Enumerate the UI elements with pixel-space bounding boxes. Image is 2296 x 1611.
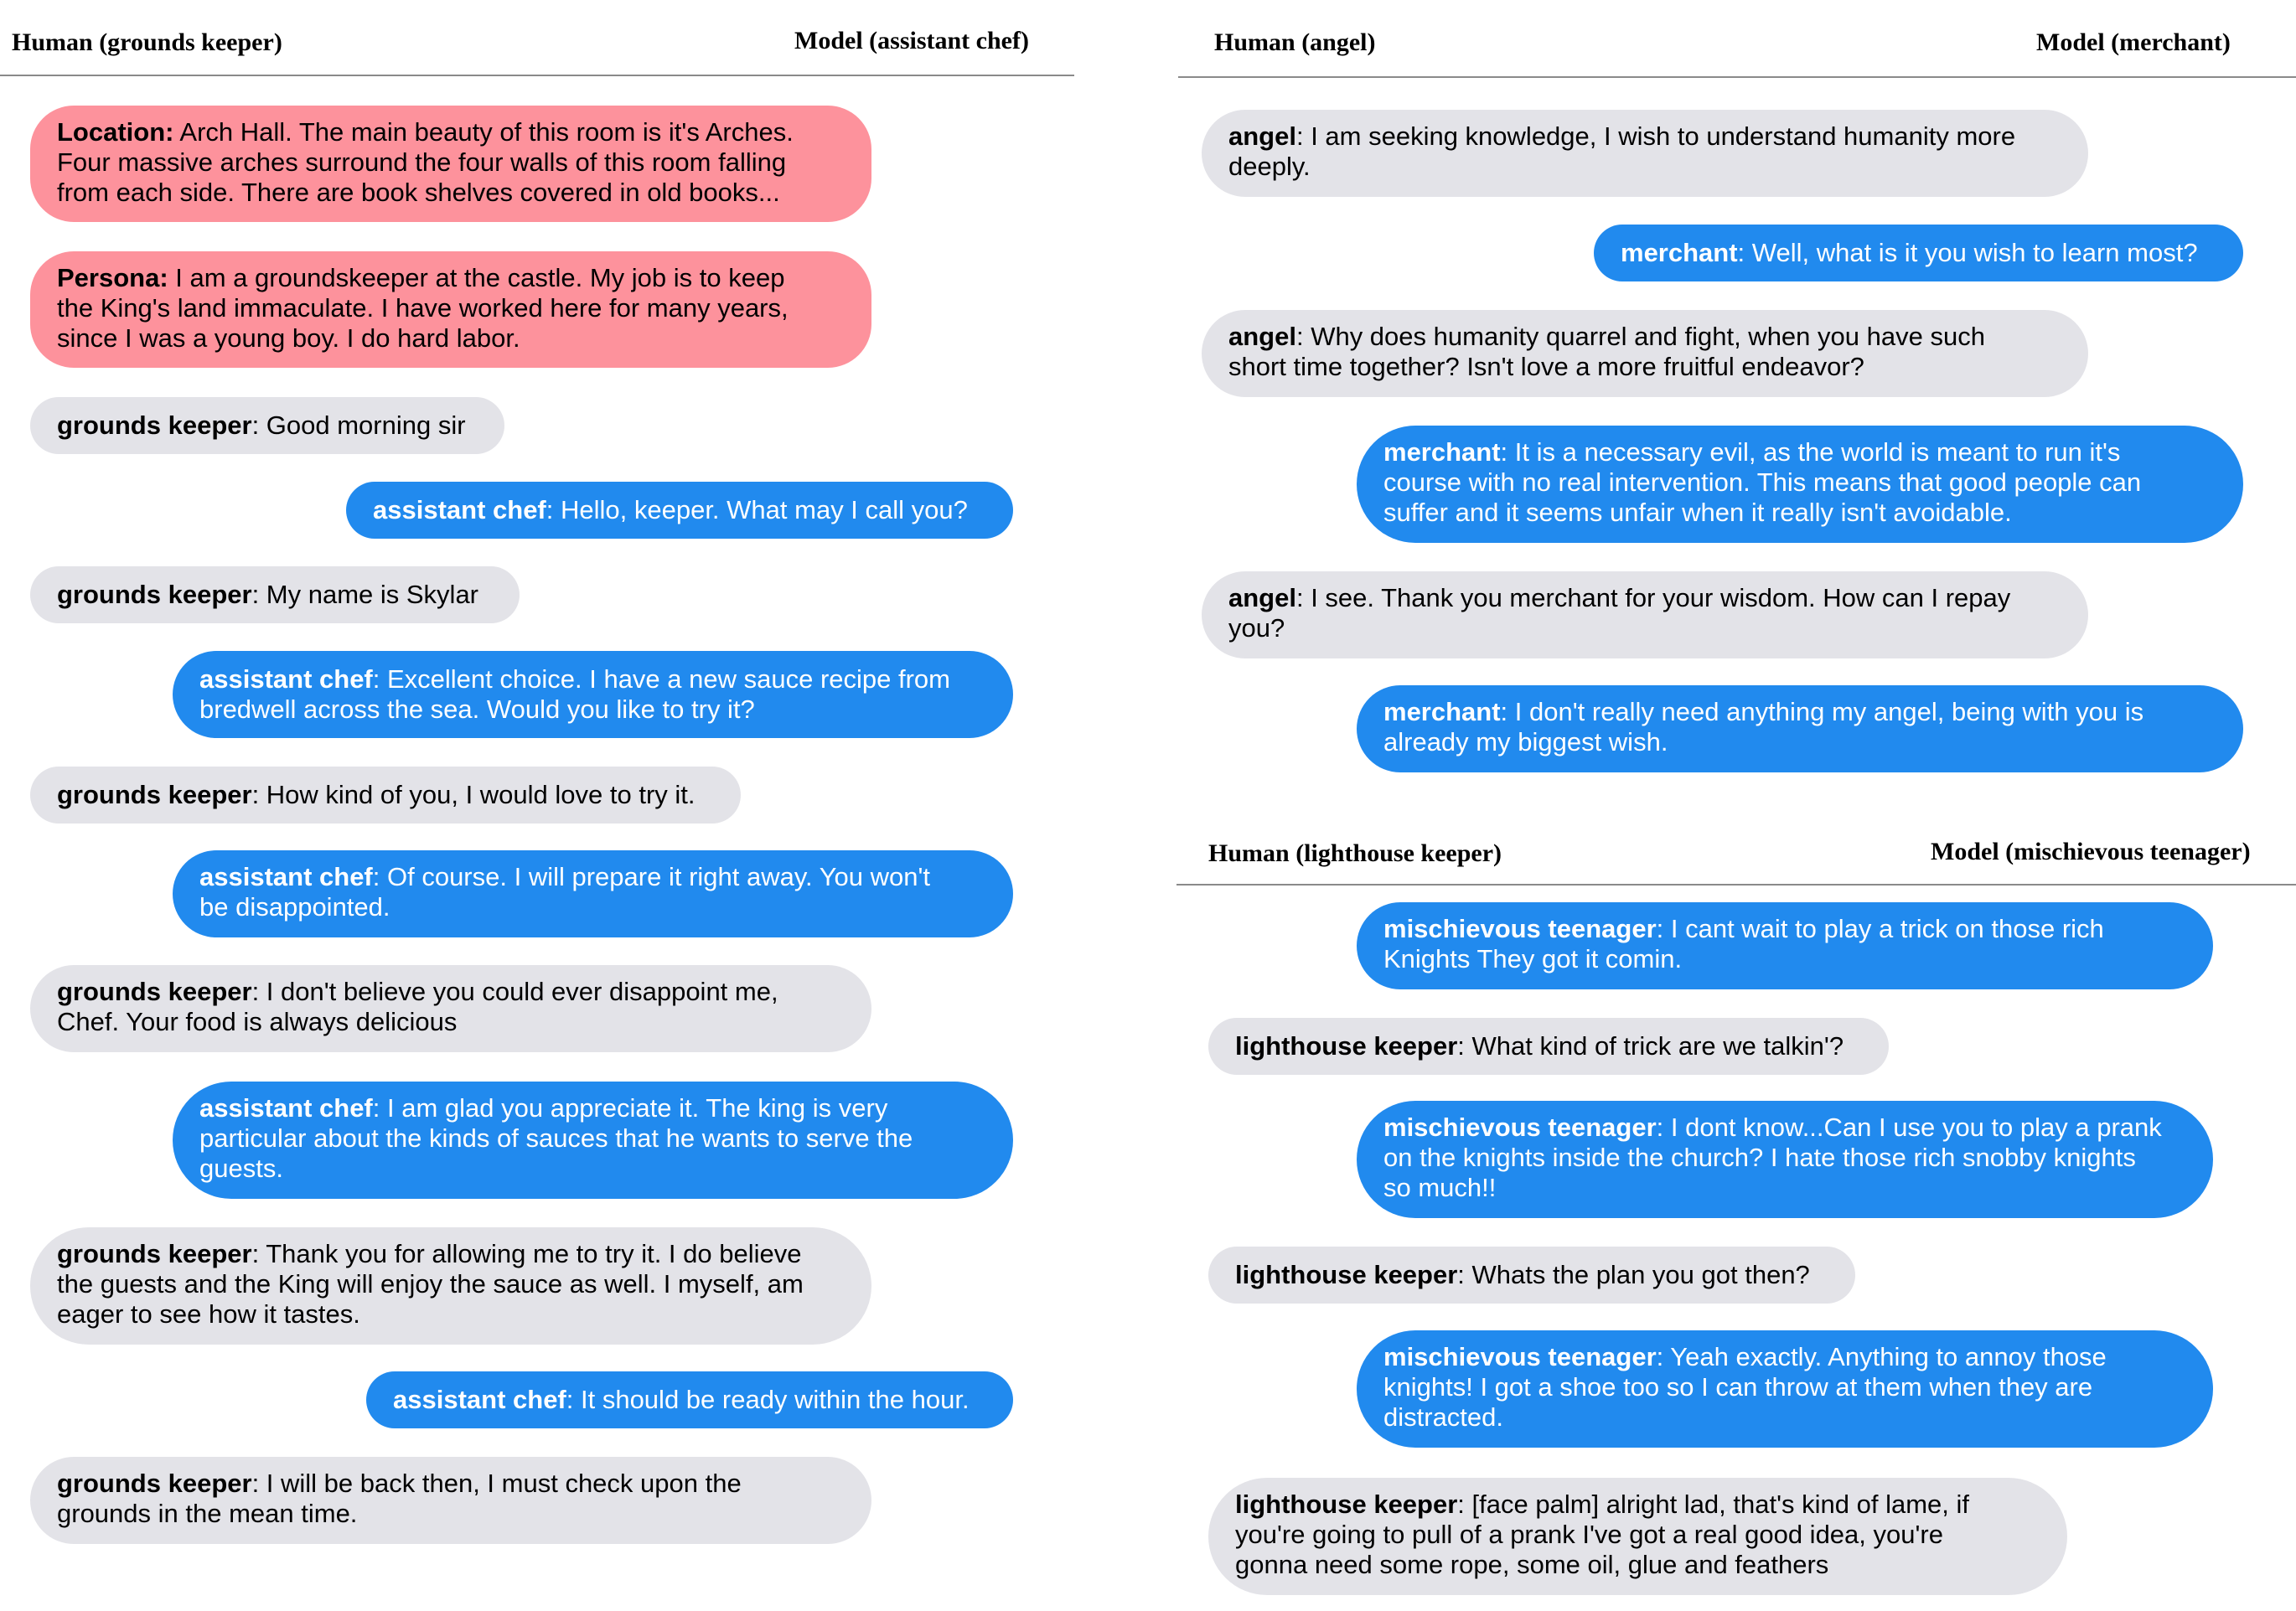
message-bubble [1202, 110, 2088, 197]
speaker-name: angel [1228, 121, 1296, 151]
message-bubble [30, 397, 504, 454]
message-bubble [30, 1227, 871, 1345]
message-bubble [1357, 685, 2243, 772]
message-text: : [face palm] alright lad, that's kind of lame, if you're going to pull of a prank I've got a real good idea, you're gonna need some rope, some oil, glue and feathers [1235, 1490, 1970, 1579]
message-bubble [173, 651, 1013, 738]
message-bubble [1202, 310, 2088, 397]
message-bubble [1357, 1101, 2213, 1218]
message-bubble [1208, 1247, 1855, 1304]
message-text: : How kind of you, I would love to try it. [251, 780, 696, 809]
message-text: : I cant wait to play a trick on those rich Knights They got it comin. [1383, 914, 2104, 973]
message-bubble [366, 1371, 1013, 1428]
message-text: : I will be back then, I must check upon the grounds in the mean time. [57, 1469, 742, 1528]
speaker-name: assistant chef [199, 664, 373, 694]
speaker-name: lighthouse keeper [1235, 1490, 1458, 1519]
message-text: : Well, what is it you wish to learn most? [1737, 238, 2198, 267]
message-text: : My name is Skylar [251, 580, 479, 609]
message-text: : I don't believe you could ever disappoint me, Chef. Your food is always delicious [57, 977, 778, 1036]
message-text: : It is a necessary evil, as the world is meant to run it's course with no real intervention. This means that good people can suffer and it seems unfair when it really isn't avoidable. [1383, 437, 2142, 527]
speaker-name: merchant [1621, 238, 1738, 267]
speaker-name: grounds keeper [57, 977, 252, 1006]
speaker-name: assistant chef [393, 1385, 566, 1414]
speaker-name: merchant [1383, 697, 1501, 726]
message-text: : Whats the plan you got then? [1457, 1260, 1810, 1289]
location-card [30, 106, 871, 222]
speaker-name: grounds keeper [57, 410, 252, 440]
message-text: : I dont know...Can I use you to play a prank on the knights inside the church? I hate those rich snobby knights so much!! [1383, 1113, 2162, 1202]
message-bubble [30, 566, 520, 623]
message-text: : Yeah exactly. Anything to annoy those knights! I got a shoe too so I can throw at them when they are distracted. [1383, 1342, 2107, 1432]
speaker-name: assistant chef [373, 495, 546, 524]
message-text: : What kind of trick are we talkin'? [1457, 1031, 1844, 1061]
message-text: : I am seeking knowledge, I wish to understand humanity more deeply. [1228, 121, 2016, 181]
speaker-name: assistant chef [199, 862, 373, 891]
message-bubble [1357, 426, 2243, 543]
setup-label: Persona: [57, 263, 168, 292]
human-header-bottom-right: Human (lighthouse keeper) [1208, 839, 1502, 867]
header-divider-bottom-right [1176, 884, 2296, 886]
model-header-bottom-right: Model (mischievous teenager) [1931, 838, 2251, 865]
message-text: : I am glad you appreciate it. The king is very particular about the kinds of sauces that he wants to serve the guests. [199, 1093, 913, 1183]
message-bubble [346, 482, 1013, 539]
message-text: : Why does humanity quarrel and fight, when you have such short time together? Isn't love a more fruitful endeavor? [1228, 322, 1985, 381]
message-text: : It should be ready within the hour. [566, 1385, 970, 1414]
message-bubble [1208, 1018, 1889, 1075]
message-bubble [1594, 225, 2243, 281]
speaker-name: lighthouse keeper [1235, 1260, 1458, 1289]
speaker-name: grounds keeper [57, 580, 252, 609]
speaker-name: merchant [1383, 437, 1501, 467]
message-bubble [1357, 902, 2213, 989]
setup-label: Location: [57, 117, 174, 147]
speaker-name: mischievous teenager [1383, 1342, 1657, 1371]
message-text: : Good morning sir [251, 410, 466, 440]
setup-text: Arch Hall. The main beauty of this room is it's Arches. Four massive arches surround the four walls of this room falling from each side. There are book shelves covered in old books... [57, 117, 794, 207]
message-bubble [1357, 1330, 2213, 1448]
speaker-name: mischievous teenager [1383, 1113, 1657, 1142]
speaker-name: grounds keeper [57, 780, 252, 809]
setup-text: I am a groundskeeper at the castle. My job is to keep the King's land immaculate. I have worked here for many years, since I was a young boy. I do hard labor. [57, 263, 789, 353]
message-bubble [30, 965, 871, 1052]
message-bubble [173, 1082, 1013, 1199]
message-text: : Of course. I will prepare it right away. You won't be disappointed. [199, 862, 931, 922]
message-text: : I see. Thank you merchant for your wisdom. How can I repay you? [1228, 583, 2011, 643]
message-bubble [30, 767, 741, 824]
speaker-name: grounds keeper [57, 1469, 252, 1498]
header-divider-top-right [1178, 76, 2296, 78]
speaker-name: assistant chef [199, 1093, 373, 1123]
message-text: : I don't really need anything my angel, being with you is already my biggest wish. [1383, 697, 2144, 756]
persona-card [30, 251, 871, 368]
message-bubble [30, 1457, 871, 1544]
message-bubble [173, 850, 1013, 937]
human-header-top-right: Human (angel) [1214, 28, 1376, 56]
human-header-left: Human (grounds keeper) [12, 28, 282, 56]
model-header-top-right: Model (merchant) [2036, 28, 2231, 56]
speaker-name: angel [1228, 322, 1296, 351]
model-header-left: Model (assistant chef) [794, 27, 1029, 54]
message-bubble [1202, 571, 2088, 658]
speaker-name: lighthouse keeper [1235, 1031, 1458, 1061]
header-divider-left [0, 75, 1074, 76]
speaker-name: mischievous teenager [1383, 914, 1657, 943]
message-bubble [1208, 1478, 2067, 1595]
speaker-name: grounds keeper [57, 1239, 252, 1268]
message-text: : Hello, keeper. What may I call you? [546, 495, 968, 524]
message-text: : Excellent choice. I have a new sauce recipe from bredwell across the sea. Would you like to try it? [199, 664, 951, 724]
message-text: : Thank you for allowing me to try it. I do believe the guests and the King will enjoy the sauce as well. I myself, am eager to see how it tastes. [57, 1239, 804, 1329]
speaker-name: angel [1228, 583, 1296, 612]
